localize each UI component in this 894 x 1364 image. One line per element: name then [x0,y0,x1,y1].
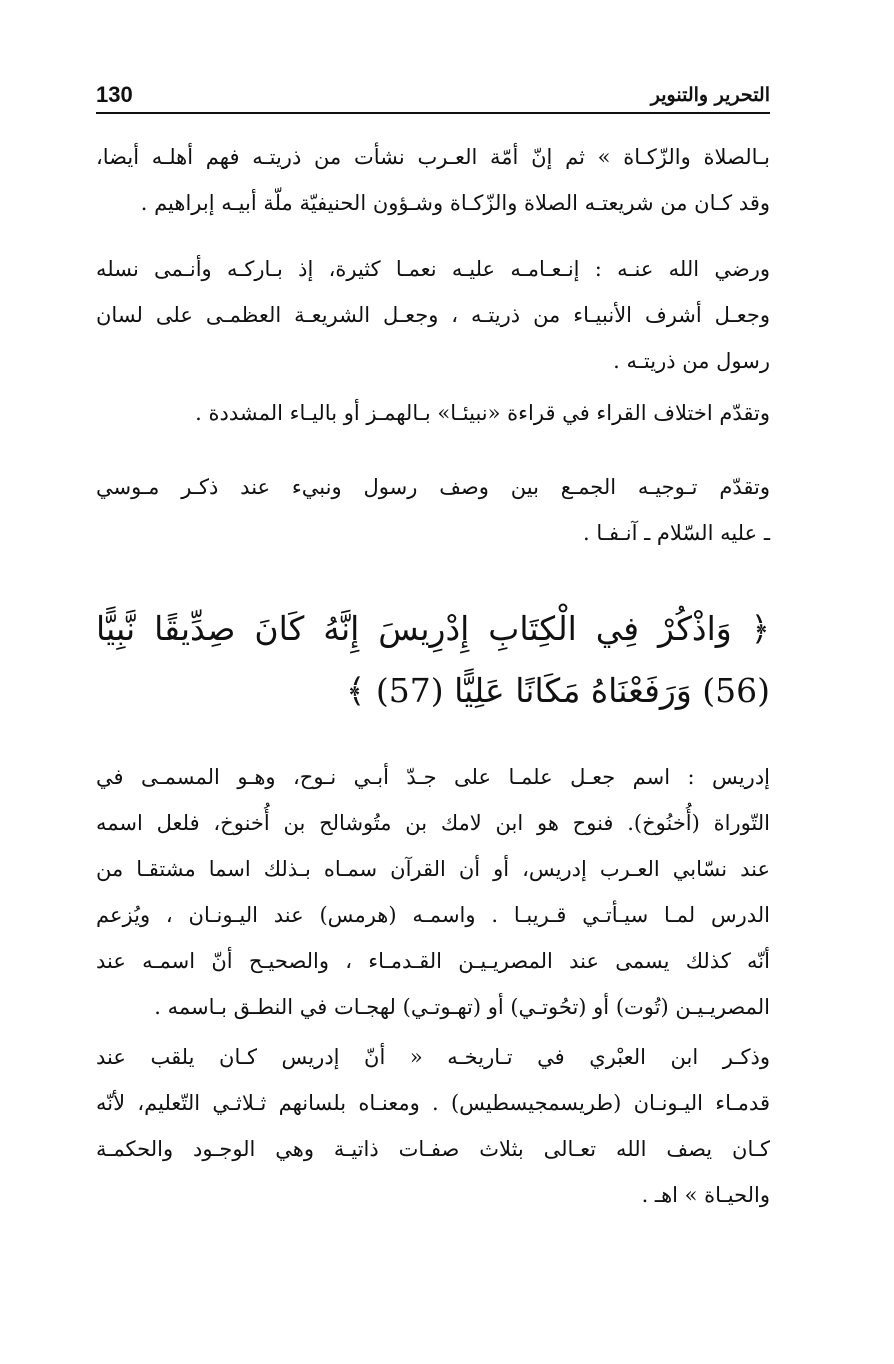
text-line: ـ عليه السّلام ـ آنـفـا . [583,521,770,545]
page-number: 130 [96,82,133,107]
text-line: الدرس لمـا سيـأتـي قـريبـا . واسمـه (هرمس) عند اليـونـان ، ويُزعم [96,903,770,927]
header-rule [96,112,770,114]
text-line: المصريـيـن (تُوت) أو (تحُوتـي) أو (تهـوتـي) لهجـات في النطـق بـاسمه . [154,995,770,1019]
text-line: وجعـل أشرف الأنبيـاء من ذريتـه ، وجعـل الشريعـة العظمـى على لسان [96,303,770,327]
text-line: ورضي الله عنـه : إنـعـامـه عليـه نعمـا كثيرة، إذ بـاركـه وأنـمى نسله [96,257,770,281]
text-line: رسول من ذريتـه . [613,349,770,373]
text-line: والحيـاة » اهـ . [641,1183,770,1207]
quran-verse [96,598,770,722]
text-line: وقد كـان من شريعتـه الصلاة والزّكـاة وشـؤون الحنيفيّة ملّة أبيـه إبراهيم . [140,191,770,215]
text-line: بـالصلاة والزّكـاة » ثم إنّ أمّة العـرب نشأت من ذريتـه فهم أهلـه أيضا، [96,145,770,169]
text-line: التّوراة (أُخنُوخ). فنوح هو ابن لامك بن متُوشالح بن أُخنوخ، فلعل اسمه [96,811,770,835]
text-line: وذكـر ابن العبْري في تـاريخـه « أنّ إدريس كـان يلقب عند [96,1045,770,1069]
verse-line: ﴿ وَاذْكُرْ فِي الْكِتَابِ إِدْرِيسَ إِنَّهُ كَانَ صِدِّيقًا نَّبِيًّا [96,609,770,648]
page-header [96,82,770,114]
paragraph-4 [96,464,770,556]
paragraph-5 [96,754,770,1030]
text-line: قدمـاء اليـونـان (طريسمجيسطيس) . ومعنـاه بلسانهم ثـلاثـي التّعليم، لأنّه [96,1091,770,1115]
verse-line: (56) وَرَفَعْنَاهُ مَكَانًا عَلِيًّا (57) ﴾ [346,671,770,710]
text-line: أنّه كذلك يسمى عند المصريـيـن القـدمـاء ، والصحيـح أنّ اسمـه عند [96,949,770,973]
paragraph-6 [96,1034,770,1218]
text-line: كـان يصف الله تعـالى بثلاث صفـات ذاتيـة وهي الوجـود والحكمـة [96,1137,770,1161]
text-line: وتقدّم اختلاف القراء في قراءة «نبيئـا» بـالهمـز أو باليـاء المشددة . [195,401,770,425]
text-line: عند نسّابي العـرب إدريس، أو أن القرآن سمـاه بـذلك اسما مشتقـا من [96,857,770,881]
text-line: وتقدّم تـوجيـه الجمـع بين وصف رسول ونبيء عند ذكـر مـوسي [96,475,770,499]
paragraph-3 [96,390,770,436]
running-title: التحرير والتنوير [650,84,770,106]
paragraph-1 [96,134,770,226]
text-line: إدريس : اسم جعـل علمـا على جـدّ أبـي نـوح، وهـو المسمـى في [96,765,770,789]
paragraph-2 [96,246,770,384]
